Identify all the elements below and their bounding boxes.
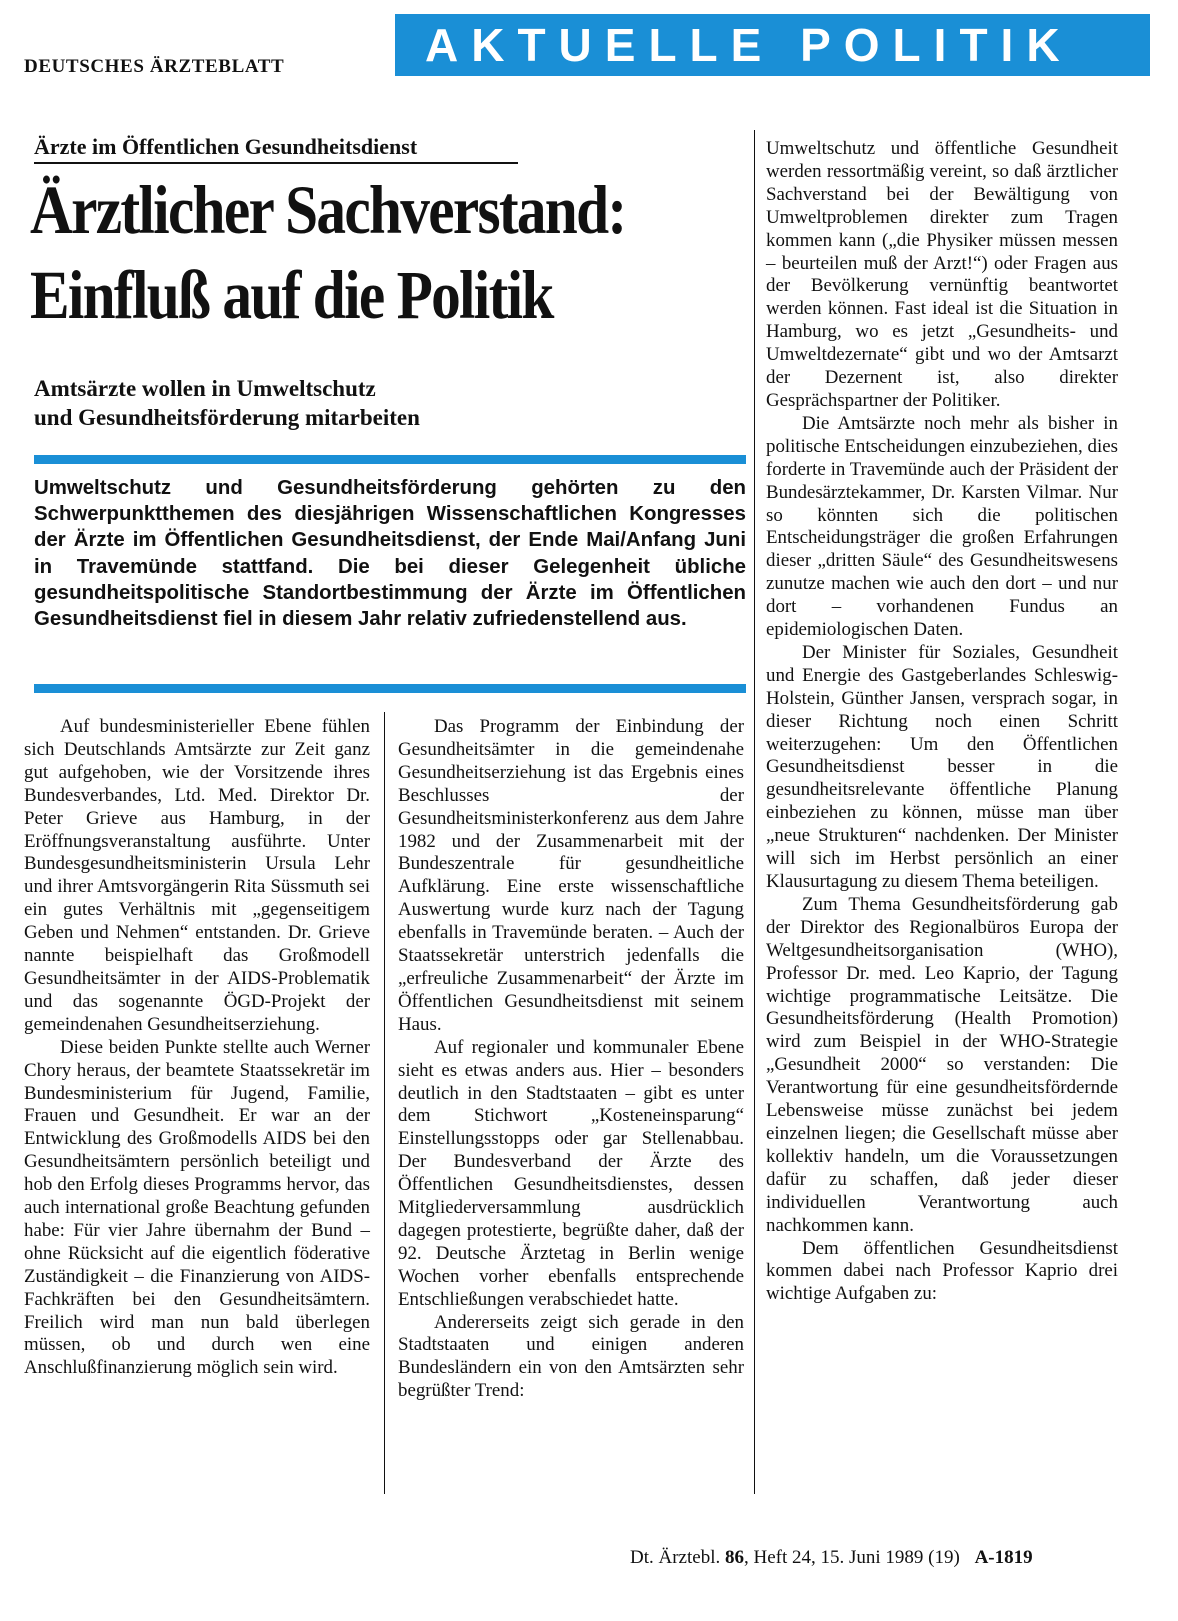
- body-column-2: [398, 716, 744, 1403]
- column-divider: [754, 130, 755, 1494]
- paragraph: Auf regionaler und kommunaler Ebene sieht es etwas anders aus. Hier – besonders deutlich in den Stadtstaaten – gibt es unter dem Stichwort „Kosteneinsparung“ Einstellungsstopps oder gar Stellenabbau. Der Bundesverband der Ärzte des Öffentlichen Gesundheitsdienstes, dessen Mitgliederversammlung ausdrücklich dagegen protestierte, begrüßte daher, daß der 92. Deutsche Ärztetag in Berlin wenige Wochen vorher ebenfalls entsprechende Entschließungen verabschiedet hatte.: [398, 1036, 744, 1310]
- article-subhead: [34, 374, 734, 432]
- subhead-line-2: und Gesundheitsförderung mitarbeiten: [34, 405, 420, 430]
- column-divider: [384, 712, 385, 1494]
- headline-line-2: Einfluß auf die Politik: [30, 257, 553, 333]
- subhead-line-1: Amtsärzte wollen in Umweltschutz: [34, 376, 376, 401]
- journal-name: DEUTSCHES ÄRZTEBLATT: [24, 56, 285, 77]
- article-headline: [30, 168, 649, 338]
- blue-divider-top: [34, 455, 746, 464]
- paragraph: Zum Thema Gesundheitsförderung gab der Direktor des Regionalbüros Europa der Weltgesundheitsorganisation (WHO), Professor Dr. med. Leo Kaprio, der Tagung wichtige programmatische Leitsätze. Die Gesundheitsförderung (Health Promotion) wird zum Beispiel in der WHO-Strategie „Gesundheit 2000“ so verstanden: Die Verantwortung für eine gesundheitsfördernde Lebensweise müsse zunächst bei jedem einzelnen liegen; die Gesellschaft müsse aber kollektiv handeln, um die Voraussetzungen dafür zu schaffen, daß jeder dieser individuellen Verantwortung auch nachkommen kann.: [766, 893, 1118, 1236]
- article-lead: Umweltschutz und Gesundheitsförderung gehörten zu den Schwerpunktthemen des diesjährigen Wissenschaftlichen Kongresses der Ärzte im Öffentlichen Gesundheitsdienst, der Ende Mai/Anfang Juni in Travemünde stattfand. Die bei dieser Gelegenheit übliche gesundheitspolitische Standortbestimmung der Ärzte im Öffentlichen Gesundheitsdienst fiel in diesem Jahr relativ zufriedenstellend aus.: [34, 477, 746, 631]
- paragraph: Der Minister für Soziales, Gesundheit und Energie des Gastgeberlandes Schleswig-Holstein, Günther Jansen, versprach sogar, in dieser Richtung noch einen Schritt weiterzugehen: Um den Öffentlichen Gesundheitsdienst besser in die gesundheitsrelevante öffentliche Planung einbeziehen zu können, müsse man über „neue Strukturen“ nachdenken. Der Minister will sich im Herbst persönlich an einer Klausurtagung zu diesem Thema beteiligen.: [766, 641, 1118, 892]
- article-kicker: Ärzte im Öffentlichen Gesundheitsdienst: [34, 134, 518, 164]
- blue-divider-bottom: [34, 684, 746, 693]
- paragraph: Auf bundesministerieller Ebene fühlen sich Deutschlands Amtsärzte zur Zeit ganz gut aufgehoben, wie der Vorsitzende ihres Bundesverbandes, Ltd. Med. Direktor Dr. Peter Grieve aus Hamburg, in der Eröffnungsveranstaltung ausführte. Unter Bundesgesundheitsministerin Ursula Lehr und ihrer Amtsvorgängerin Rita Süssmuth sei ein gutes Verhältnis mit „gegenseitigem Geben und Nehmen“ entstanden. Dr. Grieve nannte beispielhaft das Großmodell Gesundheitsämter in der AIDS-Problematik und das sogenannte ÖGD-Projekt der gemeindenahen Gesundheitserziehung.: [24, 716, 370, 1035]
- body-column-1: [24, 716, 370, 1380]
- section-banner: AKTUELLE POLITIK: [395, 14, 1150, 76]
- paragraph: Dem öffentlichen Gesundheitsdienst kommen dabei nach Professor Kaprio drei wichtige Aufgaben zu:: [766, 1237, 1118, 1305]
- headline-line-1: Ärztlicher Sachverstand:: [30, 172, 626, 248]
- page-footer: [630, 1547, 1033, 1569]
- paragraph: Andererseits zeigt sich gerade in den Stadtstaaten und einigen anderen Bundesländern ein von den Amtsärzten sehr begrüßter Trend:: [398, 1311, 744, 1402]
- page-number: A-1819: [974, 1547, 1033, 1568]
- paragraph: Umweltschutz und öffentliche Gesundheit werden ressortmäßig vereint, so daß ärztlicher Sachverstand bei der Bewältigung von Umweltproblemen direkter zum Tragen kommen kann („die Physiker müssen messen – beurteilen muß der Arzt!“) oder Fragen aus der Bevölkerung vernünftig beantwortet werden können. Fast ideal ist die Situation in Hamburg, wo es jetzt „Gesundheits- und Umweltdezernate“ gibt und wo der Amtsarzt der Dezernent ist, also direkter Gesprächspartner der Politiker.: [766, 138, 1118, 411]
- footer-journal: Dt. Ärztebl.: [630, 1547, 721, 1568]
- paragraph: Das Programm der Einbindung der Gesundheitsämter in die gemeindenahe Gesundheitserziehung ist das Ergebnis eines Beschlusses der Gesundheitsministerkonferenz aus dem Jahre 1982 und der Zusammenarbeit mit der Bundeszentrale für gesundheitliche Aufklärung. Eine erste wissenschaftliche Auswertung wurde kurz nach der Tagung ebenfalls in Travemünde beraten. – Auch der Staatssekretär unterstrich jedenfalls die „erfreuliche Zusammenarbeit“ der Ärzte im Öffentlichen Gesundheitsdienst mit seinem Haus.: [398, 716, 744, 1035]
- footer-volume: 86: [724, 1547, 744, 1568]
- paragraph: Diese beiden Punkte stellte auch Werner Chory heraus, der beamtete Staatssekretär im Bundesministerium für Jugend, Familie, Frauen und Gesundheit. Er war an der Entwicklung des Großmodells AIDS bei den Gesundheitsämtern persönlich beteiligt und hob den Erfolg dieses Programms hervor, das auch international große Beachtung gefunden habe: Für vier Jahre übernahm der Bund – ohne Rücksicht auf die eigentlich föderative Zuständigkeit – die Finanzierung von AIDS-Fachkräften bei den Gesundheitsämtern. Freilich wird man nun bald überlegen müssen, ob und durch wen eine Anschlußfinanzierung möglich sein wird.: [24, 1036, 370, 1379]
- footer-issue: , Heft 24, 15. Juni 1989 (19): [743, 1547, 960, 1568]
- paragraph: Die Amtsärzte noch mehr als bisher in politische Entscheidungen einzubeziehen, dies forderte in Travemünde auch der Präsident der Bundesärztekammer, Dr. Karsten Vilmar. Nur so könnten sich die politischen Entscheidungsträger die großen Erfahrungen dieser „dritten Säule“ des Gesundheitswesens zunutze machen wie auch den dort – und nur dort – vorhandenen Fundus an epidemiologischen Daten.: [766, 412, 1118, 641]
- body-column-3: [766, 138, 1118, 1306]
